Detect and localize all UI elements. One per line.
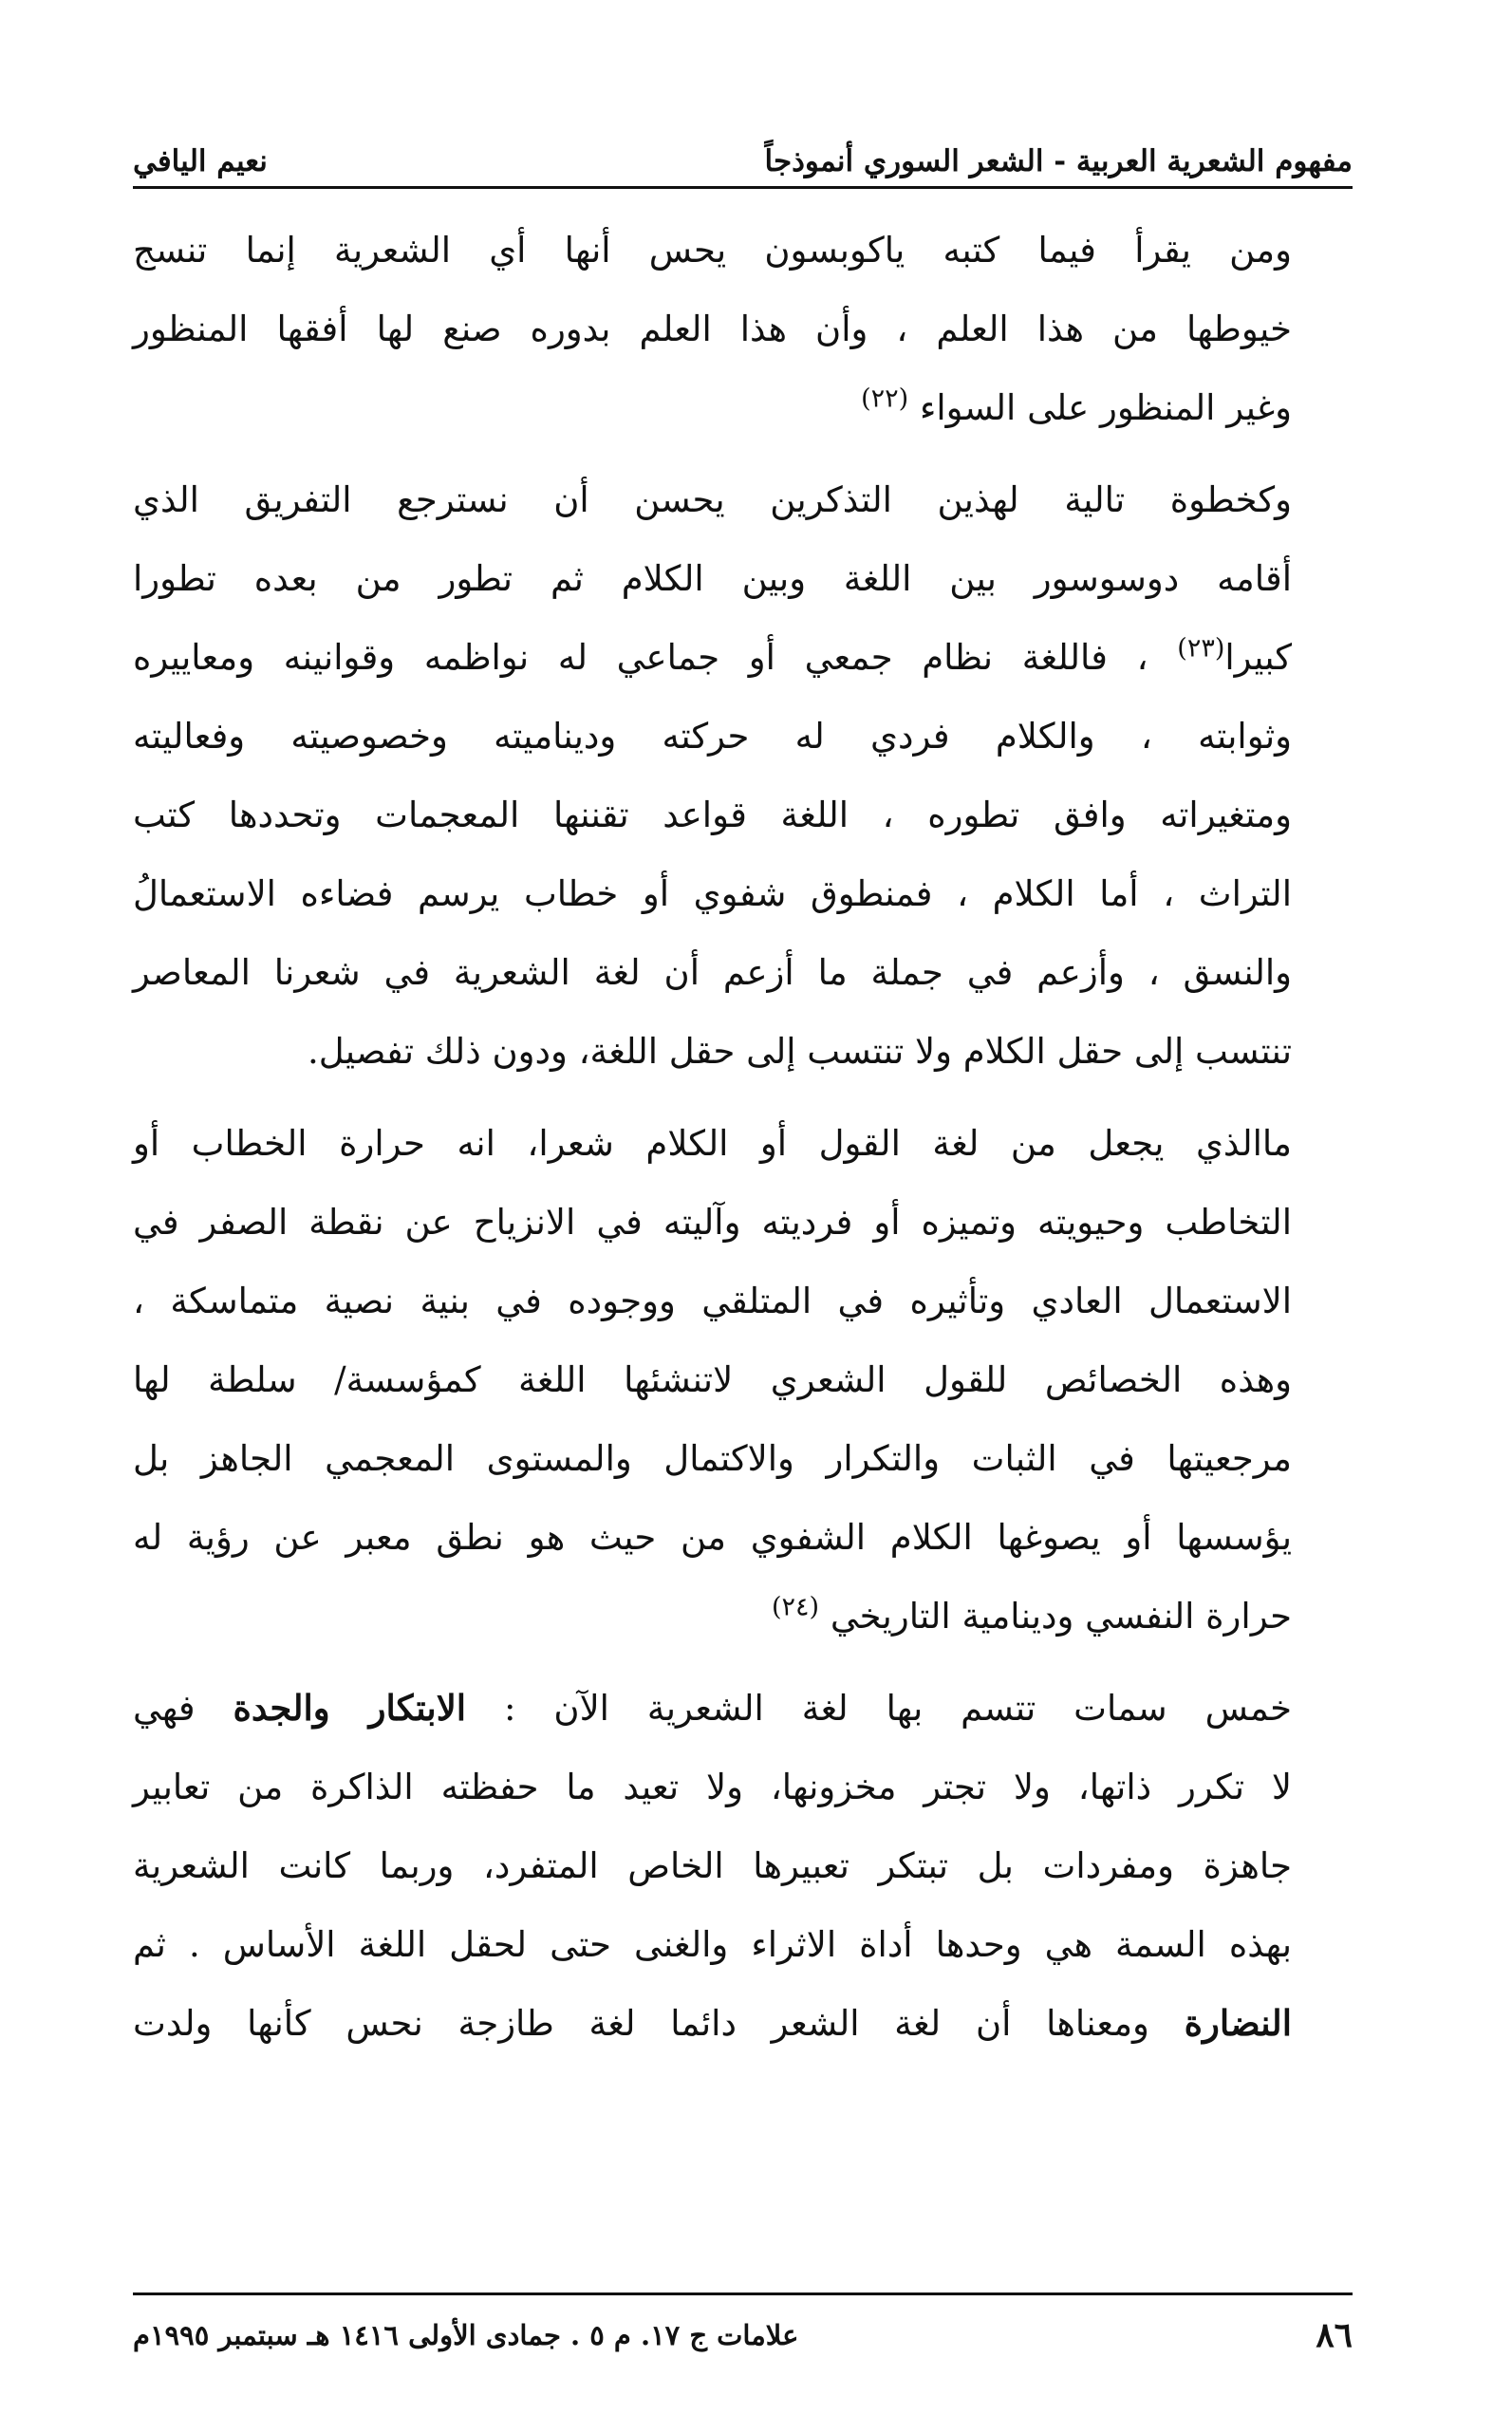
text-line: يؤسسها أو يصوغها الكلام الشفوي من حيث هو نطق معبر عن رؤية له (133, 1517, 1292, 1558)
paragraph-4 (133, 1669, 1353, 2063)
paragraph-1 (133, 211, 1353, 447)
running-head (133, 122, 1353, 178)
header-rule (133, 186, 1353, 189)
paragraph-2 (133, 460, 1353, 1091)
text-line-prefix: كبيرا (1224, 637, 1293, 678)
text-line: لا تكرر ذاتها، ولا تجتر مخزونها، ولا تعيد ما حفظته الذاكرة من تعابير (133, 1767, 1292, 1807)
text-line (133, 618, 1353, 697)
footnote-ref-22: (٢٢) (861, 384, 909, 414)
text-line: والنسق ، وأزعم في جملة ما أزعم أن لغة الشعرية في شعرنا المعاصر (133, 952, 1292, 993)
page-footer (133, 2307, 1353, 2364)
text-line-content: خمس سمات تتسم بها لغة الشعرية الآن : (504, 1688, 1293, 1729)
text-line: التراث ، أما الكلام ، فمنطوق شفوي أو خطاب يرسم فضاءه الاستعمالُ (133, 873, 1292, 914)
text-line-content: حرارة النفسي ودينامية التاريخي (830, 1596, 1292, 1637)
footer-rule (133, 2292, 1353, 2295)
emphasis-innovation: الابتكار والجدة (233, 1687, 467, 1729)
paragraph-3 (133, 1104, 1353, 1656)
text-line: ومن يقرأ فيما كتبه ياكوبسون يحس أنها أي الشعرية إنما تنسج (133, 230, 1292, 271)
text-line (133, 1669, 1353, 1748)
text-line: مرجعيتها في الثبات والتكرار والاكتمال والمستوى المعجمي الجاهز بل (133, 1438, 1292, 1479)
text-line (133, 1984, 1353, 2063)
text-line: التخاطب وحيويته وتميزه أو فرديته وآليته في الانزياح عن نقطة الصفر في (133, 1202, 1292, 1243)
text-line: جاهزة ومفردات بل تبتكر تعبيرها الخاص المتفرد، وربما كانت الشعرية (133, 1845, 1292, 1886)
text-line: وهذه الخصائص للقول الشعري لاتنشئها اللغة كمؤسسة/ سلطة لها (133, 1359, 1292, 1400)
text-line: وثوابته ، والكلام فردي له حركته وديناميته وخصوصيته وفعاليته (133, 716, 1292, 757)
text-line: ومتغيراته وافق تطوره ، اللغة قواعد تقننها المعجمات وتحددها كتب (133, 795, 1292, 835)
text-line: الاستعمال العادي وتأثيره في المتلقي ووجوده في بنية نصية متماسكة ، (133, 1281, 1292, 1321)
text-line-content: ، فاللغة نظام جمعي أو جماعي له نواظمه وقوانينه ومعاييره (133, 637, 1148, 678)
text-line: وكخطوة تالية لهذين التذكرين يحسن أن نسترجع التفريق الذي (133, 479, 1292, 520)
text-line-content: ومعناها أن لغة الشعر دائما لغة طازجة نحس كأنها ولدت (133, 2003, 1149, 2044)
footnote-ref-24: (٢٤) (771, 1592, 820, 1622)
text-line-content: فهي (133, 1688, 196, 1729)
running-head-author: نعيم اليافي (133, 144, 268, 178)
emphasis-freshness: النضارة (1184, 2002, 1292, 2044)
text-line: أقامه دوسوسور بين اللغة وبين الكلام ثم تطور من بعده تطورا (133, 558, 1292, 599)
text-line (133, 368, 1353, 447)
journal-citation: علامات ج ١٧. م ٥ . جمادى الأولى ١٤١٦ هـ سبتمبر ١٩٩٥م (133, 2319, 799, 2351)
text-line-content: وغير المنظور على السواء (919, 387, 1292, 428)
running-head-title: مفهوم الشعرية العربية - الشعر السوري أنموذجاً (764, 144, 1353, 178)
text-line: تنتسب إلى حقل الكلام ولا تنتسب إلى حقل اللغة، ودون ذلك تفصيل. (307, 1031, 1292, 1072)
body-text (133, 211, 1353, 2076)
page-number: ٨٦ (1316, 2315, 1353, 2355)
text-line: ماالذي يجعل من لغة القول أو الكلام شعرا، انه حرارة الخطاب أو (133, 1123, 1292, 1164)
text-line (133, 1577, 1353, 1656)
text-line: خيوطها من هذا العلم ، وأن هذا العلم بدوره صنع لها أفقها المنظور (133, 309, 1292, 349)
text-line: بهذه السمة هي وحدها أداة الاثراء والغنى حتى لحقل اللغة الأساس . ثم (133, 1924, 1292, 1965)
footnote-ref-23: (٢٣) (1177, 633, 1225, 664)
